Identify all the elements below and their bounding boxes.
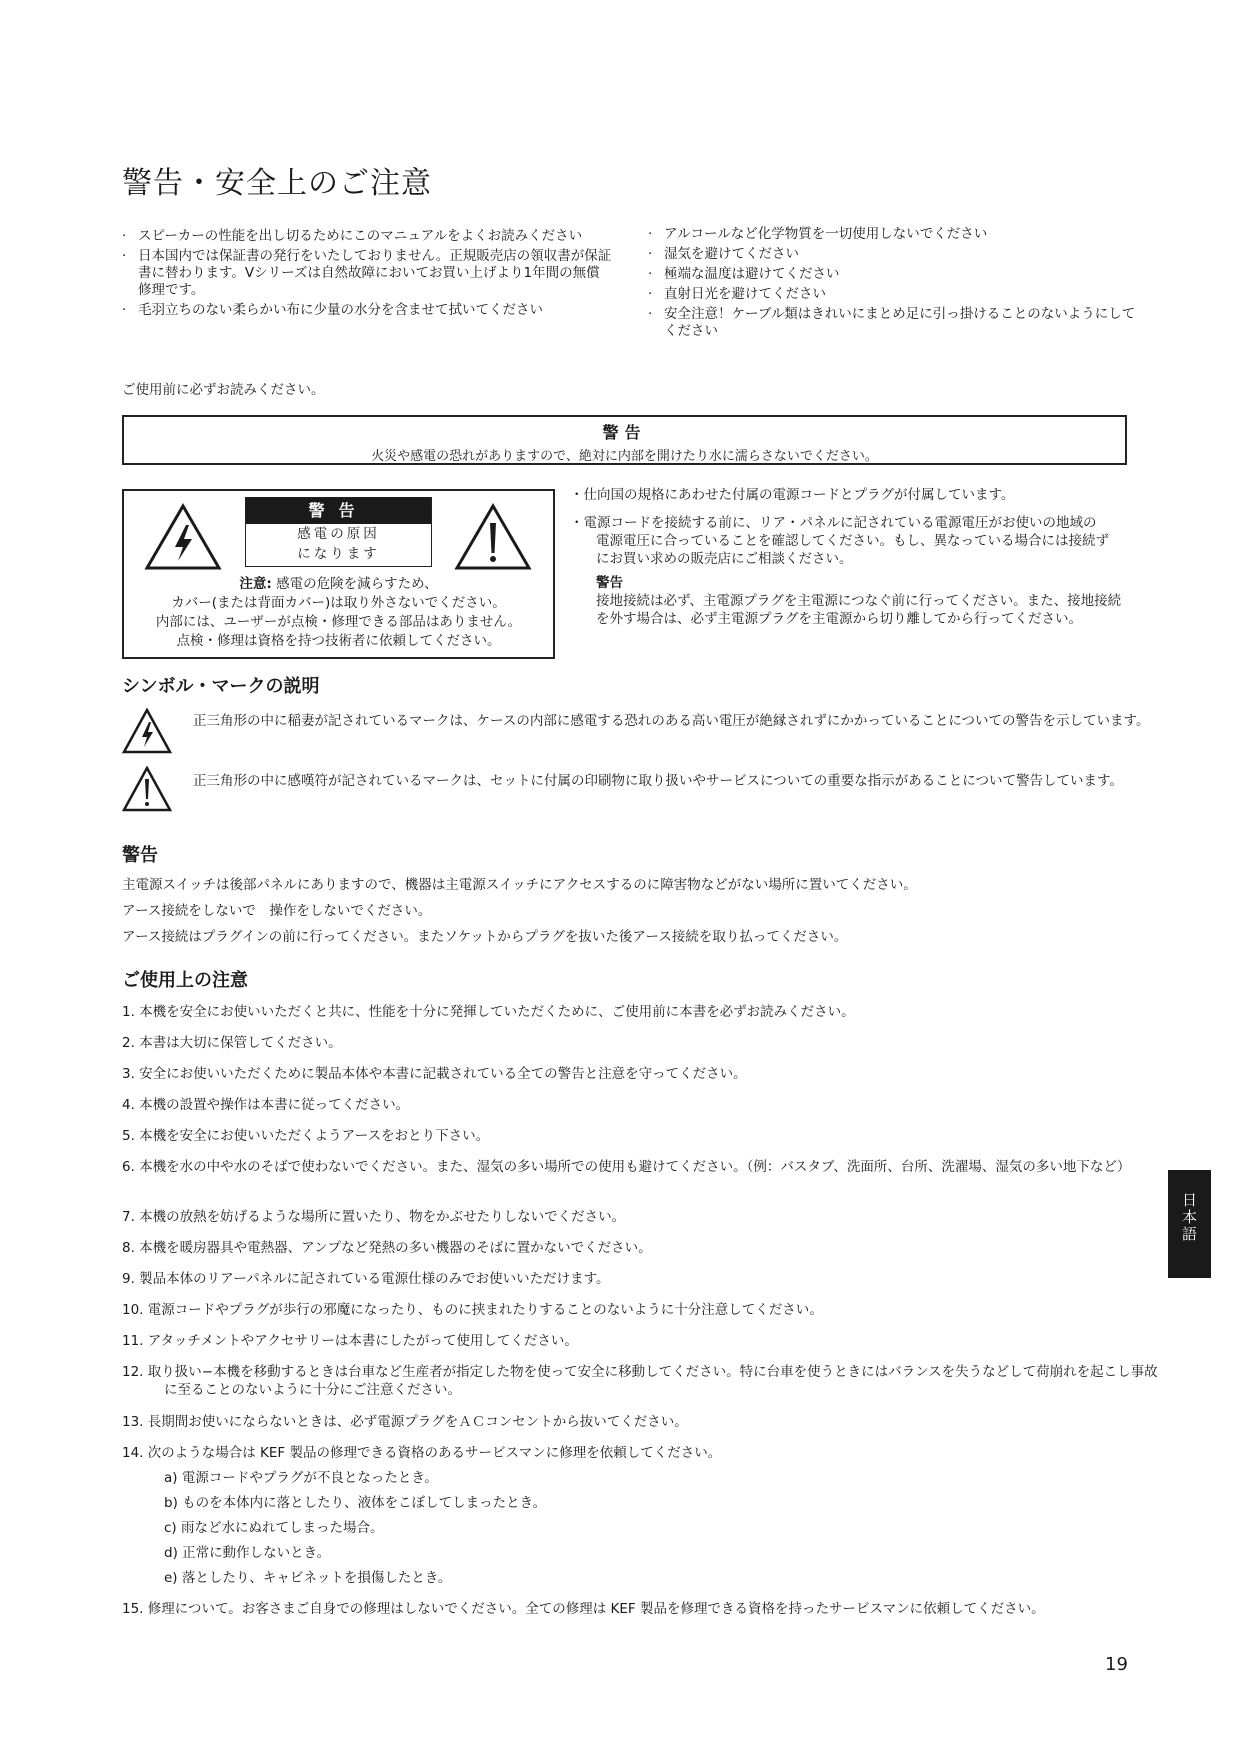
- list-item: 8. 本機を暖房器具や電熱器、アンプなど発熱の多い機器のそばに置かないでください。: [122, 1240, 652, 1256]
- caution-note-line: 感電の危険を減らすため、: [276, 576, 438, 592]
- sub-list-item: b) ものを本体内に落としたり、液体をこぼしてしまったとき。: [164, 1495, 547, 1511]
- list-item: · 毛羽立ちのない柔らかい布に少量の水分を含ませて拭いてください: [122, 302, 612, 319]
- list-item: 1. 本機を安全にお使いいただくと共に、性能を十分に発揮していただくために、ご使用前に本書を必ずお読みください。: [122, 1004, 855, 1020]
- exclamation-symbol-description: 正三角形の中に感嘆符が記されているマークは、セットに付属の印刷物に取り扱いやサービスについての重要な指示があることについて警告しています。: [193, 773, 1123, 789]
- list-item: 12. 取り扱い−本機を移動するときは台車など生産者が指定した物を使って安全に移動してください。特に台車を使うときにはバランスを失うなどして荷崩れを起こし事故に至ることのないように十分にご注意ください。: [122, 1364, 1158, 1398]
- warning-line: アース接続をしないで 操作をしないでください。: [122, 903, 432, 919]
- warning-box: [122, 415, 1127, 465]
- care-list-left: [122, 228, 612, 322]
- caution-note-bold: 注意:: [239, 576, 272, 592]
- care-list-right: [648, 226, 1138, 343]
- warning-section-body: [122, 876, 1172, 946]
- list-item: 2. 本書は大切に保管してください。: [122, 1035, 342, 1051]
- usage-heading: ご使用上の注意: [122, 970, 248, 991]
- caution-label-line: になります: [297, 546, 380, 562]
- exclamation-triangle-icon: [454, 503, 532, 571]
- warning-box-text: 火災や感電の恐れがありますので、絶対に内部を開けたり水に濡らさないでください。: [371, 449, 878, 464]
- list-item: · 安全注意！ケーブル類はきれいにまとめ足に引っ掛けることのないようにしてください: [648, 306, 1138, 340]
- list-item: 6. 本機を水の中や水のそばで使わないでください。また、湿気の多い場所での使用も避けてください。（例：バスタブ、洗面所、台所、洗濯場、湿気の多い地下など）: [122, 1159, 1131, 1175]
- sub-list-item: c) 雨など水にぬれてしまった場合。: [164, 1520, 384, 1536]
- lightning-symbol-description: 正三角形の中に稲妻が記されているマークは、ケースの内部に感電する恐れのある高い電圧が絶縁されずにかかっていることについての警告を示しています。: [193, 713, 1150, 729]
- list-item: · スピーカーの性能を出し切るためにこのマニュアルをよくお読みください: [122, 228, 612, 245]
- caution-label: [122, 489, 555, 659]
- power-info-text: にお買い求めの販売店にご相談ください。: [596, 551, 853, 567]
- power-info-text: 電源電圧に合っていることを確認してください。もし、異なっている場合には接続ず: [596, 533, 1109, 549]
- ground-warning-text: を外す場合は、必ず主電源プラグを主電源から切り離してから行ってください。: [596, 611, 1082, 627]
- caution-note: [124, 575, 553, 651]
- list-item: · アルコールなど化学物質を一切使用しないでください: [648, 226, 1138, 243]
- warning-section-heading: 警告: [122, 845, 158, 866]
- exclamation-triangle-icon: [122, 766, 172, 812]
- list-item: 3. 安全にお使いいただくために製品本体や本書に記載されている全ての警告と注意を守ってください。: [122, 1066, 747, 1082]
- caution-note-line: 点検・修理は資格を持つ技術者に依頼してください。: [176, 633, 501, 649]
- list-item: 7. 本機の放熱を妨げるような場所に置いたり、物をかぶせたりしないでください。: [122, 1209, 626, 1225]
- caution-note-line: 内部には、ユーザーが点検・修理できる部品はありません。: [155, 614, 522, 630]
- list-item: 14. 次のような場合は KEF 製品の修理できる資格のあるサービスマンに修理を依頼してください。: [122, 1445, 722, 1461]
- list-item: 9. 製品本体のリアーパネルに記されている電源仕様のみでお使いいただけます。: [122, 1271, 610, 1287]
- power-info-text: ・電源コードを接続する前に、リア・パネルに記されている電源電圧がお使いの地域の: [570, 515, 1097, 531]
- list-item: 11. アタッチメントやアクセサリーは本書にしたがって使用してください。: [122, 1333, 578, 1349]
- list-item: · 極端な温度は避けてください: [648, 266, 1138, 283]
- caution-label-heading: 警告: [246, 498, 431, 524]
- read-before-use: ご使用前に必ずお読みください。: [122, 382, 325, 398]
- list-item: · 湿気を避けてください: [648, 246, 1138, 263]
- sub-list-item: a) 電源コードやプラグが不良となったとき。: [164, 1470, 438, 1486]
- lightning-triangle-icon: [144, 503, 222, 571]
- list-item: 4. 本機の設置や操作は本書に従ってください。: [122, 1097, 410, 1113]
- sub-list-item: d) 正常に動作しないとき。: [164, 1545, 331, 1561]
- usage-list: [122, 1003, 1162, 1618]
- warning-box-heading: 警告: [602, 423, 647, 442]
- power-info-text: ・仕向国の規格にあわせた付属の電源コードとプラグが付属しています。: [570, 487, 1015, 503]
- list-item: 10. 電源コードやプラグが歩行の邪魔になったり、ものに挟まれたりすることのないように十分注意してください。: [122, 1302, 823, 1318]
- sub-list-item: e) 落としたり、キャビネットを損傷したとき。: [164, 1570, 452, 1586]
- list-item: · 日本国内では保証書の発行をいたしておりません。正規販売店の領収書が保証書に替わります。Vシリーズは自然故障においてお買い上げより1年間の無償修理です。: [122, 248, 612, 299]
- page-title: 警告・安全上のご注意: [122, 166, 432, 201]
- language-tab: [1168, 1170, 1211, 1278]
- list-item: 13. 長期間お使いにならないときは、必ず電源プラグをＡＣコンセントから抜いてください。: [122, 1414, 688, 1430]
- caution-note-line: カバー(または背面カバー)は取り外さないでください。: [171, 595, 506, 611]
- list-item: 15. 修理について。お客さまご自身での修理はしないでください。全ての修理は KEF 製品を修理できる資格を持ったサービスマンに依頼してください。: [122, 1601, 1045, 1617]
- ground-warning-text: 接地接続は必ず、主電源プラグを主電源につなぐ前に行ってください。また、接地接続: [596, 593, 1122, 609]
- page-number: 19: [1105, 1654, 1128, 1675]
- warning-line: 主電源スイッチは後部パネルにありますので、機器は主電源スイッチにアクセスするのに障害物などがない場所に置いてください。: [122, 877, 917, 893]
- symbols-heading: シンボル・マークの説明: [122, 676, 320, 697]
- power-info: [570, 486, 1170, 628]
- caution-label-line: 感電の原因: [297, 526, 380, 542]
- list-item: · 直射日光を避けてください: [648, 286, 1138, 303]
- language-tab-label: 日本語: [1180, 1192, 1198, 1243]
- warning-line: アース接続はプラグインの前に行ってください。またソケットからプラグを抜いた後アース接続を取り払ってください。: [122, 929, 848, 945]
- ground-warning-heading: 警告: [596, 575, 623, 591]
- list-item: 5. 本機を安全にお使いいただくようアースをおとり下さい。: [122, 1128, 490, 1144]
- caution-label-box: [245, 497, 432, 567]
- lightning-triangle-icon: [122, 708, 172, 754]
